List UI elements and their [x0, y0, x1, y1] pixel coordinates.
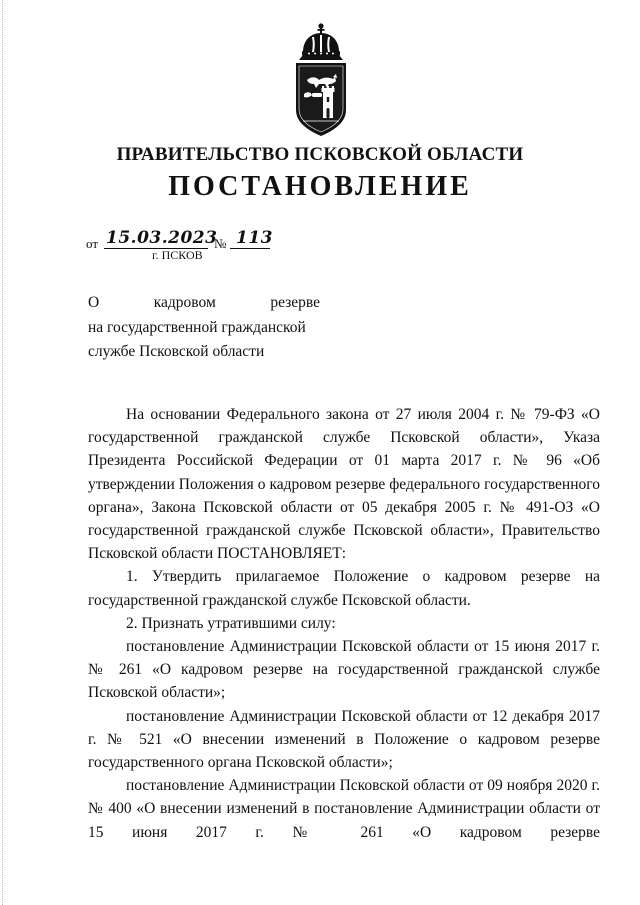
city-label: г. ПСКОВ	[152, 248, 203, 262]
body-paragraph-repeal-3: постановление Администрации Псковской области от 09 ноября 2020 г. № 400 «О внесении изменений в постановление Администрации области от 15 июня 2017 г. № 261 «О кадровом резерве	[88, 777, 600, 841]
date-value: 15.03.2023	[106, 228, 218, 248]
subject-line-3: службе Псковской области	[88, 343, 265, 360]
body-paragraph-item-2: 2. Признать утратившими силу:	[126, 614, 336, 632]
subject-word: О	[88, 294, 100, 311]
document-body	[88, 403, 600, 844]
subject-word: резерве	[270, 294, 320, 311]
number-underline	[230, 248, 270, 249]
body-paragraph-item-1: 1. Утвердить прилагаемое Положение о кадровом резерве на государственной гражданской службе Псковской области.	[88, 568, 600, 609]
pskov-coat-of-arms-icon	[289, 22, 353, 140]
organization-title: ПРАВИТЕЛЬСТВО ПСКОВСКОЙ ОБЛАСТИ	[116, 144, 524, 165]
number-value: 113	[236, 228, 273, 248]
body-paragraph-repeal-2: постановление Администрации Псковской области от 12 декабря 2017 г. № 521 «О внесении изменений в Положение о кадровом резерве государственного органа Псковской области»;	[88, 707, 600, 772]
date-label: от	[86, 236, 99, 251]
body-paragraph-repeal-1: постановление Администрации Псковской области от 15 июня 2017 г. № 261 «О кадровом резерве на государственной гражданской службе Псковской области»;	[88, 638, 600, 702]
number-label: №	[214, 236, 227, 251]
document-type-title: ПОСТАНОВЛЕНИЕ	[168, 171, 472, 202]
scan-edge	[2, 0, 4, 905]
subject-line-2: на государственной гражданской	[88, 318, 306, 336]
document-subject	[88, 291, 320, 365]
body-paragraph-basis: На основании Федерального закона от 27 июля 2004 г. № 79-ФЗ «О государственной гражданской службе Псковской области», Указа Президента Российской Федерации от 01 марта 2017 г. № 96 «Об утверждении Положения о кадровом резерве федерального государственного органа», Закона Псковской области от 05 декабря 2005 г. № 491-ОЗ «О государственной гражданской службе Псковской области», Правительство Псковской области ПОСТАНОВЛЯЕТ:	[88, 406, 600, 563]
subject-line-1	[88, 291, 320, 316]
subject-word: кадровом	[153, 294, 216, 311]
document-date-number	[86, 228, 346, 258]
